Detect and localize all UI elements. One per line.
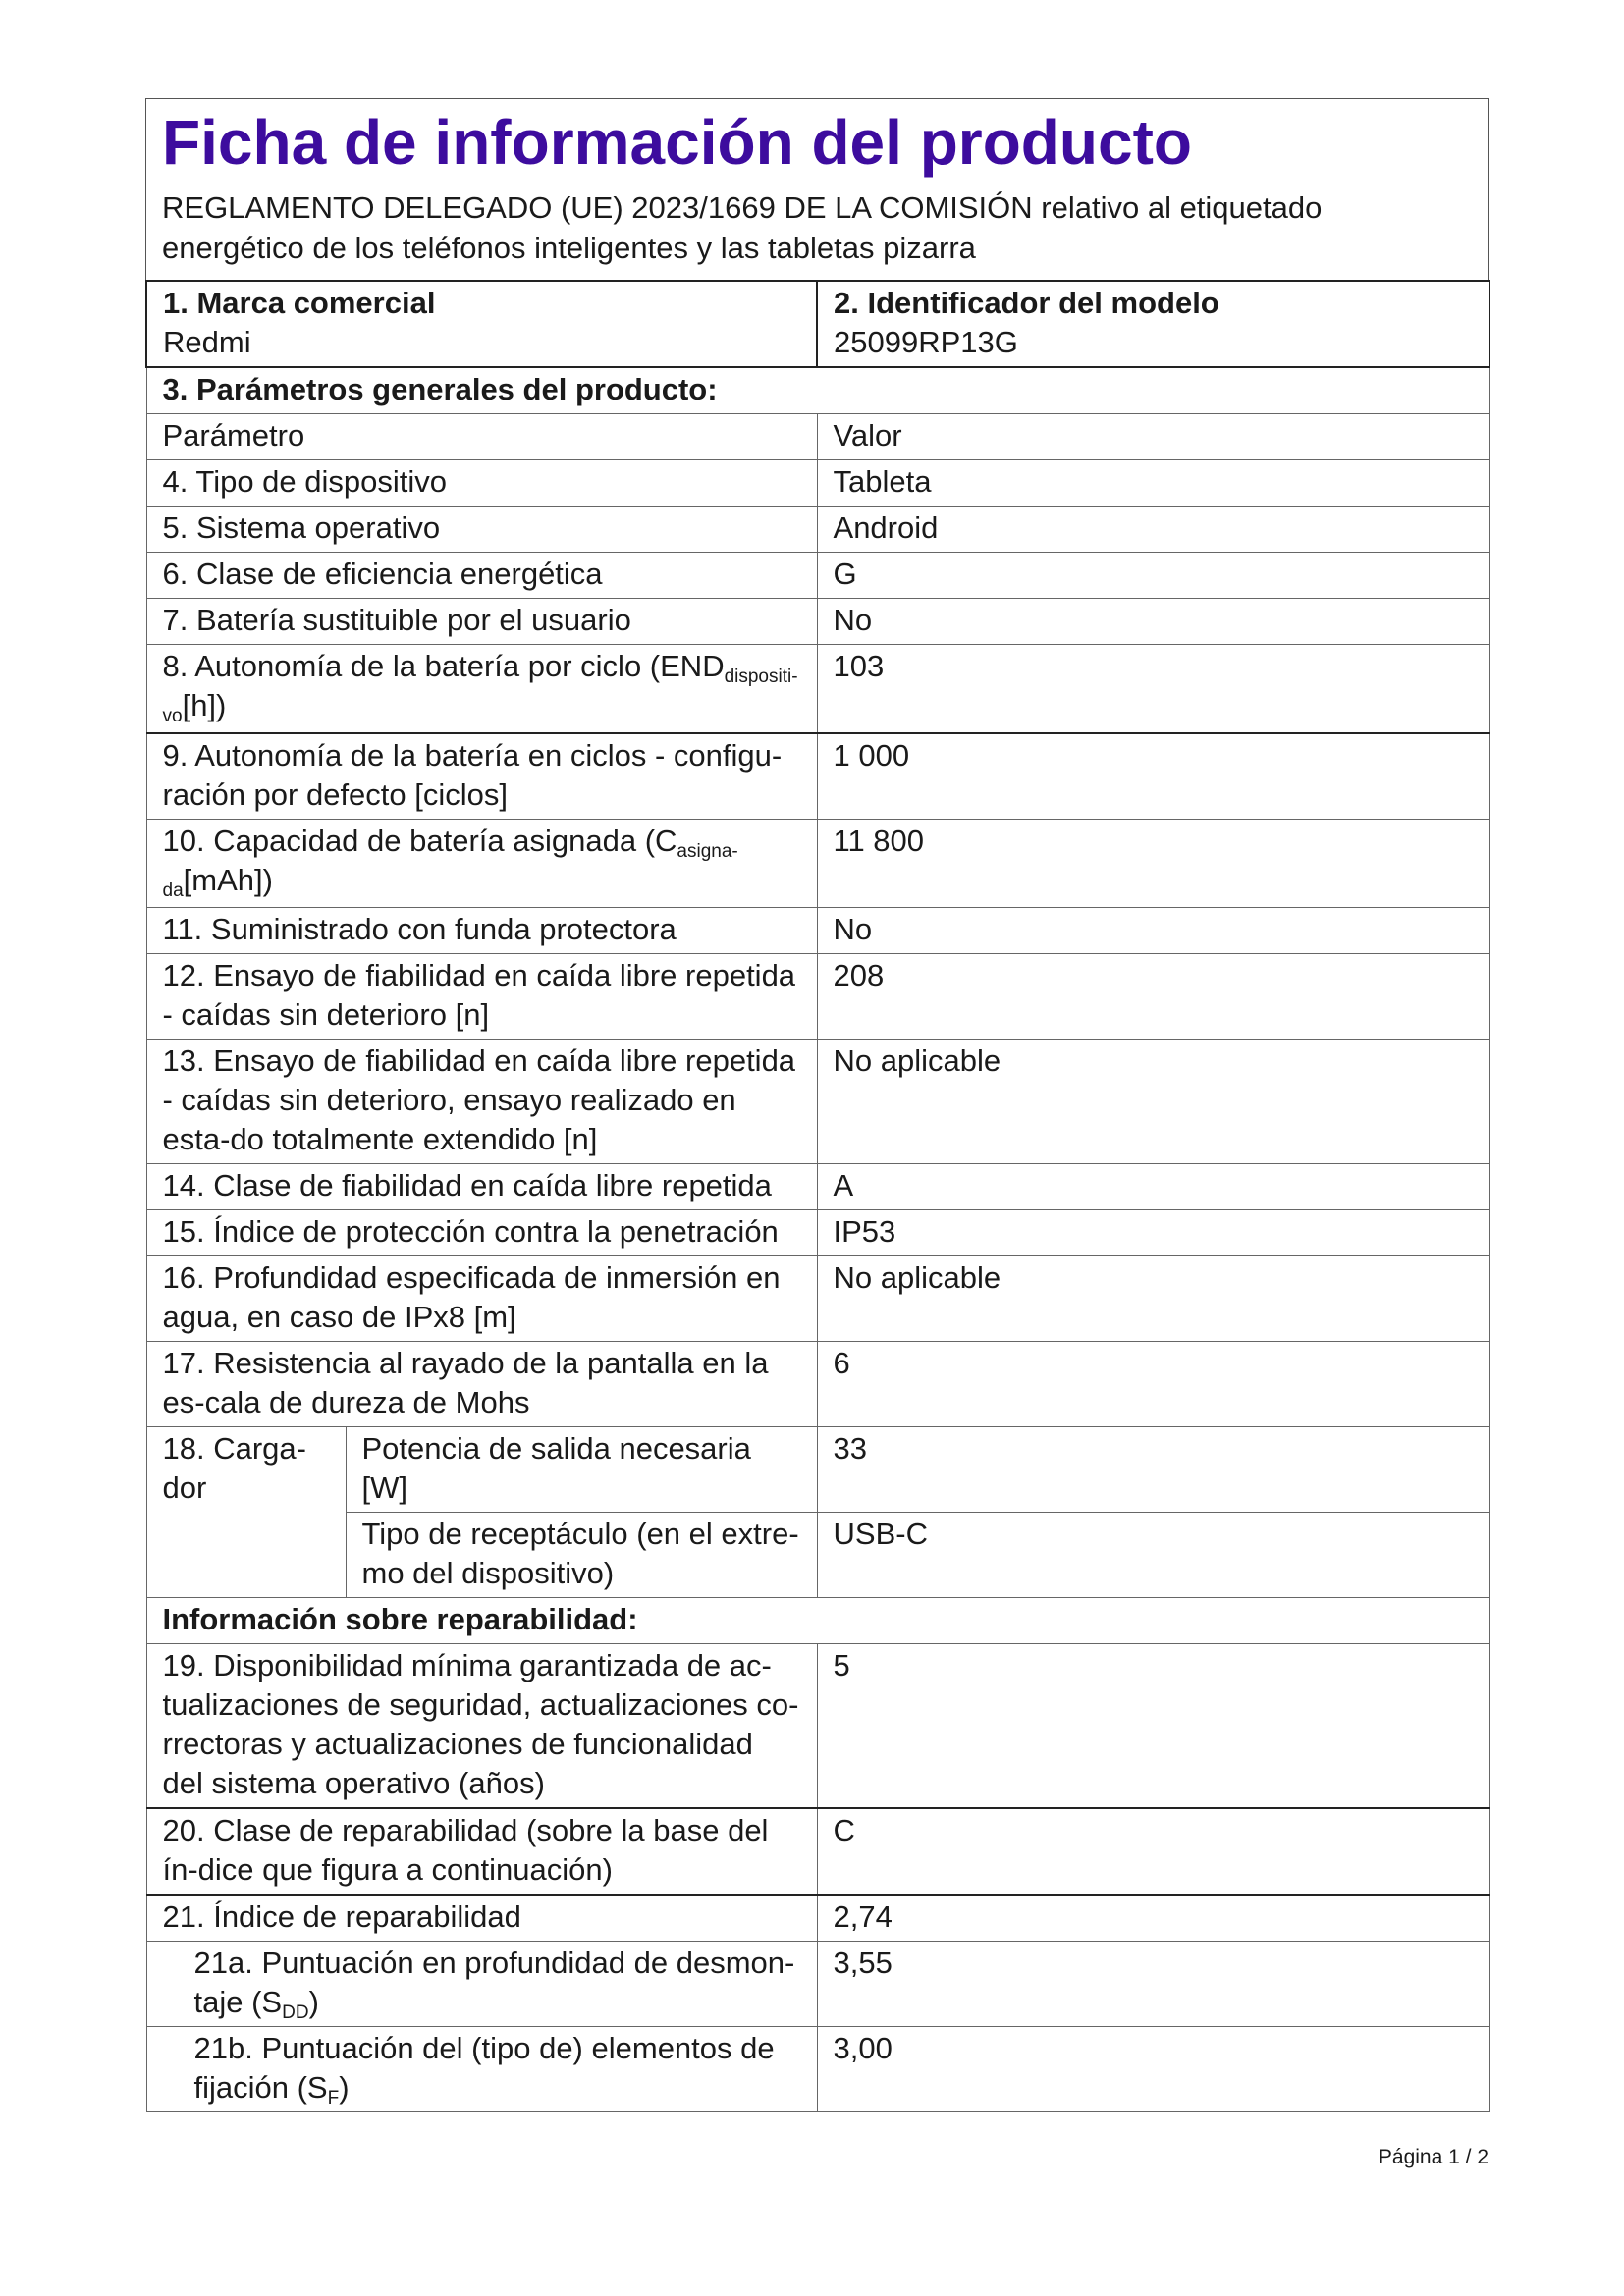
row-label-text: [mAh]) — [183, 863, 273, 897]
brand-cell — [146, 281, 817, 367]
row-label: 15. Índice de protección contra la penetración — [146, 1210, 817, 1256]
row-label: 11. Suministrado con funda protectora — [146, 908, 817, 954]
page-number: Página 1 / 2 — [1378, 2146, 1489, 2168]
row-value: A — [817, 1164, 1489, 1210]
model-value: 25099RP13G — [834, 325, 1018, 359]
model-cell — [817, 281, 1489, 367]
row-label-subscript: DD — [282, 2002, 309, 2023]
row-label: 6. Clase de eficiencia energética — [146, 553, 817, 599]
row-label: 17. Resistencia al rayado de la pantalla en la es-cala de dureza de Mohs — [146, 1342, 817, 1427]
table-row — [146, 1942, 1489, 2027]
table-row — [146, 1895, 1489, 1942]
row-label: 16. Profundidad especificada de inmersión en agua, en caso de IPx8 [m] — [146, 1256, 817, 1342]
row-label: 20. Clase de reparabilidad (sobre la base del ín-dice que figura a continuación) — [146, 1808, 817, 1895]
row-value: 1 000 — [817, 733, 1489, 820]
table-row — [146, 1342, 1489, 1427]
table-row — [146, 1256, 1489, 1342]
row-label — [146, 645, 817, 734]
product-parameters-table — [145, 280, 1490, 2112]
table-row — [146, 645, 1489, 734]
table-row — [146, 1040, 1489, 1164]
row-value: No — [817, 599, 1489, 645]
charger-item-label: Tipo de receptáculo (en el extre-mo del dispositivo) — [346, 1513, 817, 1598]
row-label: 14. Clase de fiabilidad en caída libre repetida — [146, 1164, 817, 1210]
row-value: 6 — [817, 1342, 1489, 1427]
brand-value: Redmi — [163, 325, 251, 359]
row-value: IP53 — [817, 1210, 1489, 1256]
table-row — [146, 1644, 1489, 1809]
charger-item-value: 33 — [817, 1427, 1489, 1513]
charger-row — [146, 1513, 1489, 1598]
row-label: 21. Índice de reparabilidad — [146, 1895, 817, 1942]
row-label-text: 21a. Puntuación en profundidad de desmon-taje (S — [193, 1946, 795, 2019]
regulation-subtitle: REGLAMENTO DELEGADO (UE) 2023/1669 DE LA COMISIÓN relativo al etiquetado energético de los teléfonos inteligentes y las tabletas pizarra — [162, 190, 1323, 265]
row-value: 3,00 — [817, 2027, 1489, 2112]
table-row — [146, 1164, 1489, 1210]
row-value: 5 — [817, 1644, 1489, 1809]
row-label-subscript: asigna- — [677, 841, 738, 862]
row-value: 103 — [817, 645, 1489, 734]
section-heading-general: 3. Parámetros generales del producto: — [146, 367, 1489, 414]
row-value: 11 800 — [817, 820, 1489, 908]
charger-item-value: USB-C — [817, 1513, 1489, 1598]
row-label-text: 8. Autonomía de la batería por ciclo (END — [162, 649, 725, 683]
column-header-row — [146, 414, 1489, 460]
brand-label: 1. Marca comercial — [163, 286, 436, 320]
table-row — [146, 599, 1489, 645]
row-label-text: ) — [308, 1985, 319, 2019]
table-row — [146, 553, 1489, 599]
table-row — [146, 460, 1489, 507]
table-row — [146, 1210, 1489, 1256]
row-value: No aplicable — [817, 1256, 1489, 1342]
row-value: G — [817, 553, 1489, 599]
table-row — [146, 1808, 1489, 1895]
row-label: 7. Batería sustituible por el usuario — [146, 599, 817, 645]
table-row — [146, 733, 1489, 820]
row-label — [146, 820, 817, 908]
row-label-subscript: vo — [162, 706, 183, 726]
col-header-value: Valor — [817, 414, 1489, 460]
table-row — [146, 820, 1489, 908]
row-value: Android — [817, 507, 1489, 553]
row-label-text: 21b. Puntuación del (tipo de) elementos de fijación (S — [193, 2031, 775, 2105]
row-value: 208 — [817, 954, 1489, 1040]
row-value: C — [817, 1808, 1489, 1895]
row-value: No — [817, 908, 1489, 954]
table-row — [146, 2027, 1489, 2112]
table-row — [146, 908, 1489, 954]
row-label-subscript: F — [327, 2088, 340, 2109]
model-label: 2. Identificador del modelo — [834, 286, 1219, 320]
row-value: 3,55 — [817, 1942, 1489, 2027]
charger-label: 18. Carga-dor — [146, 1427, 346, 1598]
row-label: 13. Ensayo de fiabilidad en caída libre repetida - caídas sin deterioro, ensayo realizado en esta-do totalmente extendido [n] — [146, 1040, 817, 1164]
header-box — [145, 98, 1489, 280]
row-label-text: 10. Capacidad de batería asignada (C — [162, 824, 677, 858]
row-label: 4. Tipo de dispositivo — [146, 460, 817, 507]
row-value: Tableta — [817, 460, 1489, 507]
row-label-subscript: da — [162, 881, 184, 901]
product-info-sheet — [145, 98, 1489, 2112]
page-title: Ficha de información del producto — [162, 107, 1192, 178]
section-row-general — [146, 367, 1489, 414]
row-label-subscript: dispositi- — [724, 667, 798, 687]
row-label — [146, 1942, 817, 2027]
row-label: 12. Ensayo de fiabilidad en caída libre repetida - caídas sin deterioro [n] — [146, 954, 817, 1040]
charger-item-label: Potencia de salida necesaria [W] — [346, 1427, 817, 1513]
row-label: 9. Autonomía de la batería en ciclos - configu-ración por defecto [ciclos] — [146, 733, 817, 820]
brand-model-row — [146, 281, 1489, 367]
row-value: No aplicable — [817, 1040, 1489, 1164]
col-header-param: Parámetro — [146, 414, 817, 460]
row-label: 5. Sistema operativo — [146, 507, 817, 553]
table-row — [146, 954, 1489, 1040]
charger-row — [146, 1427, 1489, 1513]
row-label-text: [h]) — [182, 688, 227, 722]
row-label: 19. Disponibilidad mínima garantizada de ac-tualizaciones de seguridad, actualizaciones co-rrectoras y actualizaciones de funcionalidad del sistema operativo (años) — [146, 1644, 817, 1809]
row-label-text: ) — [339, 2070, 350, 2105]
table-row — [146, 507, 1489, 553]
section-row-repair — [146, 1598, 1489, 1644]
row-label — [146, 2027, 817, 2112]
section-heading-repair: Información sobre reparabilidad: — [146, 1598, 1489, 1644]
row-value: 2,74 — [817, 1895, 1489, 1942]
